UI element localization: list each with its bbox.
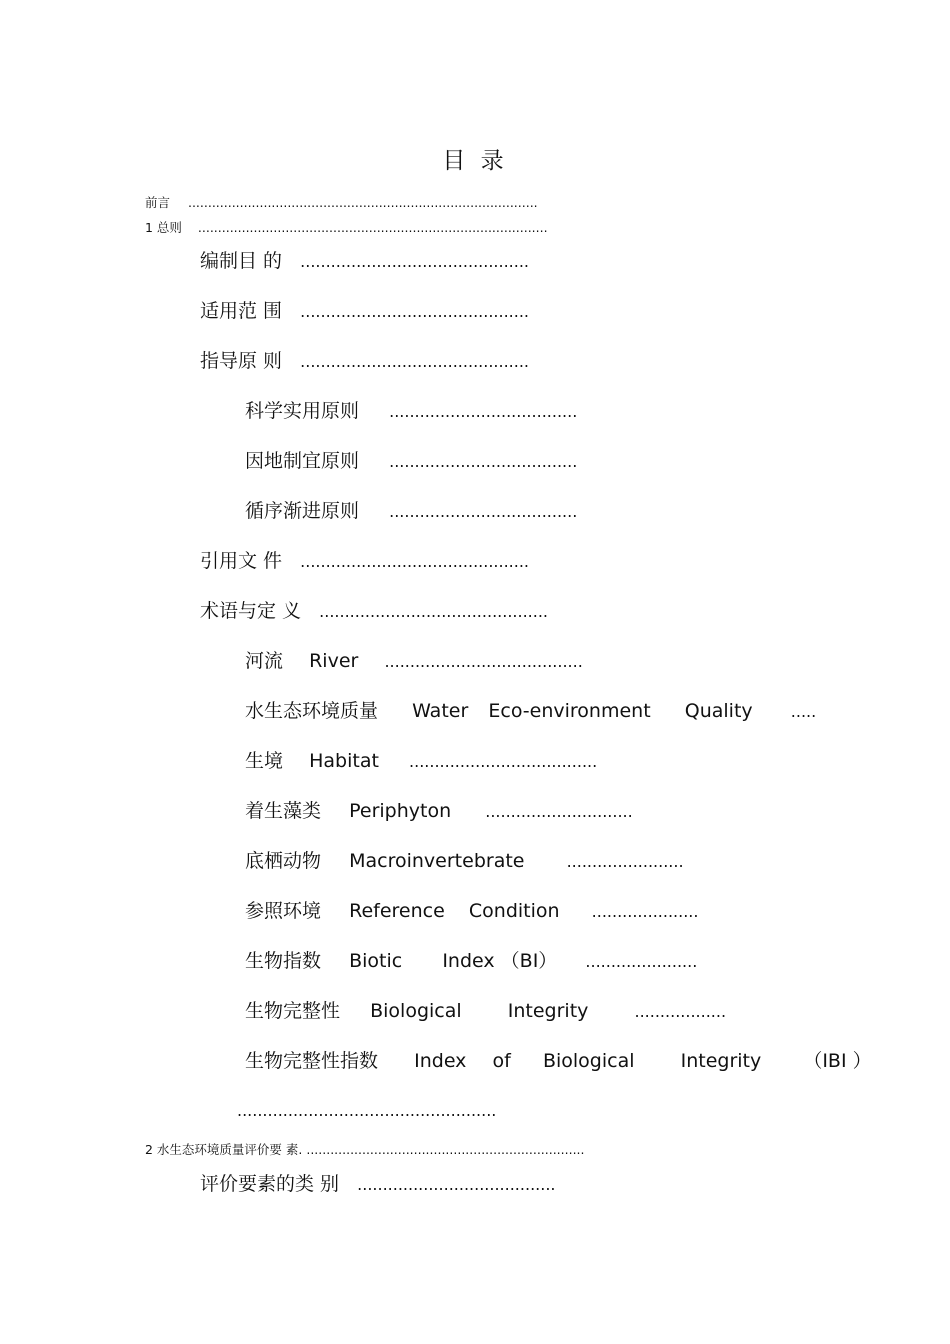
toc-entry-ibi[interactable]: [245, 1048, 872, 1074]
toc-leader-dots: .............................................: [300, 302, 530, 321]
toc-leader-dots: .......................: [566, 852, 684, 871]
toc-entry-principles[interactable]: [200, 348, 529, 375]
toc-entry-terms[interactable]: [200, 598, 548, 625]
toc-leader-dots: .............................................: [300, 252, 530, 271]
toc-label: 生物指数: [245, 950, 322, 972]
toc-leader-dots: .......................................: [357, 1175, 556, 1194]
toc-leader-dots: .............................................: [300, 552, 530, 571]
toc-term-en: Macroinvertebrate: [349, 850, 525, 872]
toc-entry-references[interactable]: [200, 548, 529, 575]
toc-label: 编制目 的: [200, 250, 283, 272]
toc-leader-dots: .............................: [485, 802, 633, 821]
toc-entry-water-quality[interactable]: [245, 698, 816, 725]
toc-term-en: River: [309, 650, 359, 672]
toc-leader-dots: .....................................: [409, 752, 598, 771]
toc-entry-local-principle[interactable]: [245, 448, 577, 475]
toc-leader-dots: ..................: [634, 1002, 727, 1021]
toc-entry-periphyton[interactable]: [245, 798, 633, 825]
toc-label: 着生藻类: [245, 800, 322, 822]
toc-entry-reference-condition[interactable]: [245, 898, 698, 925]
toc-label: 2 水生态环境质量评价要 素.: [145, 1142, 303, 1157]
toc-leader-dots: ........................................................................................: [187, 195, 538, 210]
toc-entry-macroinvertebrate[interactable]: [245, 848, 684, 875]
toc-label: 循序渐进原则: [245, 500, 360, 522]
page-title: 目 录: [442, 148, 508, 174]
toc-entry-biotic-index[interactable]: [245, 948, 697, 975]
toc-entry-scientific-principle[interactable]: [245, 398, 577, 425]
toc-term-en: Biological: [370, 1000, 462, 1022]
toc-entry-scope[interactable]: [200, 298, 529, 325]
toc-leader-dots: .....................: [591, 902, 699, 921]
toc-entry-purpose[interactable]: [200, 248, 529, 275]
toc-label: 水生态环境质量: [245, 700, 379, 722]
toc-leader-dots: .............................................: [319, 602, 549, 621]
toc-leader-dots: ...................................................: [237, 1101, 497, 1120]
toc-term-en: Biological: [542, 1050, 635, 1072]
toc-leader-dots: .....................................: [389, 452, 578, 471]
toc-label: 生物完整性指数: [245, 1050, 379, 1072]
toc-leader-dots: .....................................: [389, 502, 578, 521]
toc-term-en: Integrity: [680, 1050, 762, 1072]
toc-label: 指导原 则: [200, 350, 283, 372]
toc-leader-dots: ........................................................................................: [197, 220, 548, 235]
toc-label: 评价要素的类 别: [200, 1173, 340, 1195]
toc-entry-habitat[interactable]: [245, 748, 597, 775]
toc-label: 参照环境: [245, 900, 322, 922]
toc-entry-chapter-1[interactable]: [145, 220, 548, 236]
toc-label: 引用文 件: [200, 550, 283, 572]
toc-entry-chapter-2[interactable]: [145, 1142, 585, 1158]
toc-label: 前言: [145, 195, 171, 210]
toc-entry-biological-integrity[interactable]: [245, 998, 726, 1025]
toc-term-en: Water: [412, 700, 469, 722]
toc-leader-dots: ......................: [585, 952, 698, 971]
toc-label: 因地制宜原则: [245, 450, 360, 472]
toc-label: 生境: [245, 750, 284, 772]
toc-entry-gradual-principle[interactable]: [245, 498, 577, 525]
toc-term-en: Habitat: [309, 750, 379, 772]
toc-entry-preface[interactable]: [145, 195, 538, 211]
toc-label: 科学实用原则: [245, 400, 360, 422]
toc-entry-river[interactable]: [245, 648, 583, 675]
toc-term-en: Index: [414, 1050, 467, 1072]
toc-term-en: Index （BI）: [442, 950, 558, 972]
toc-term-en: Eco-environment: [488, 700, 651, 722]
toc-term-en: of: [492, 1050, 511, 1072]
toc-label: 1 总则: [145, 220, 182, 235]
toc-leader-dots: .....................................: [389, 402, 578, 421]
toc-term-en: （IBI ）: [803, 1050, 872, 1072]
toc-label: 术语与定 义: [200, 600, 302, 622]
toc-label: 底栖动物: [245, 850, 322, 872]
toc-leader-dots: .......................................: [384, 652, 583, 671]
toc-label: 河流: [245, 650, 284, 672]
toc-entry-ibi-continued[interactable]: [237, 1097, 496, 1124]
toc-entry-element-categories[interactable]: [200, 1171, 556, 1198]
toc-label: 生物完整性: [245, 1000, 341, 1022]
toc-label: 适用范 围: [200, 300, 283, 322]
toc-term-en: Biotic: [349, 950, 403, 972]
toc-leader-dots: .....: [790, 702, 817, 721]
toc-term-en: Reference: [349, 900, 445, 922]
toc-leader-dots: .............................................: [300, 352, 530, 371]
toc-leader-dots: ......................................................................: [306, 1142, 585, 1157]
toc-term-en: Condition: [468, 900, 560, 922]
toc-term-en: Integrity: [507, 1000, 589, 1022]
toc-term-en: Quality: [684, 700, 753, 722]
toc-term-en: Periphyton: [349, 800, 452, 822]
